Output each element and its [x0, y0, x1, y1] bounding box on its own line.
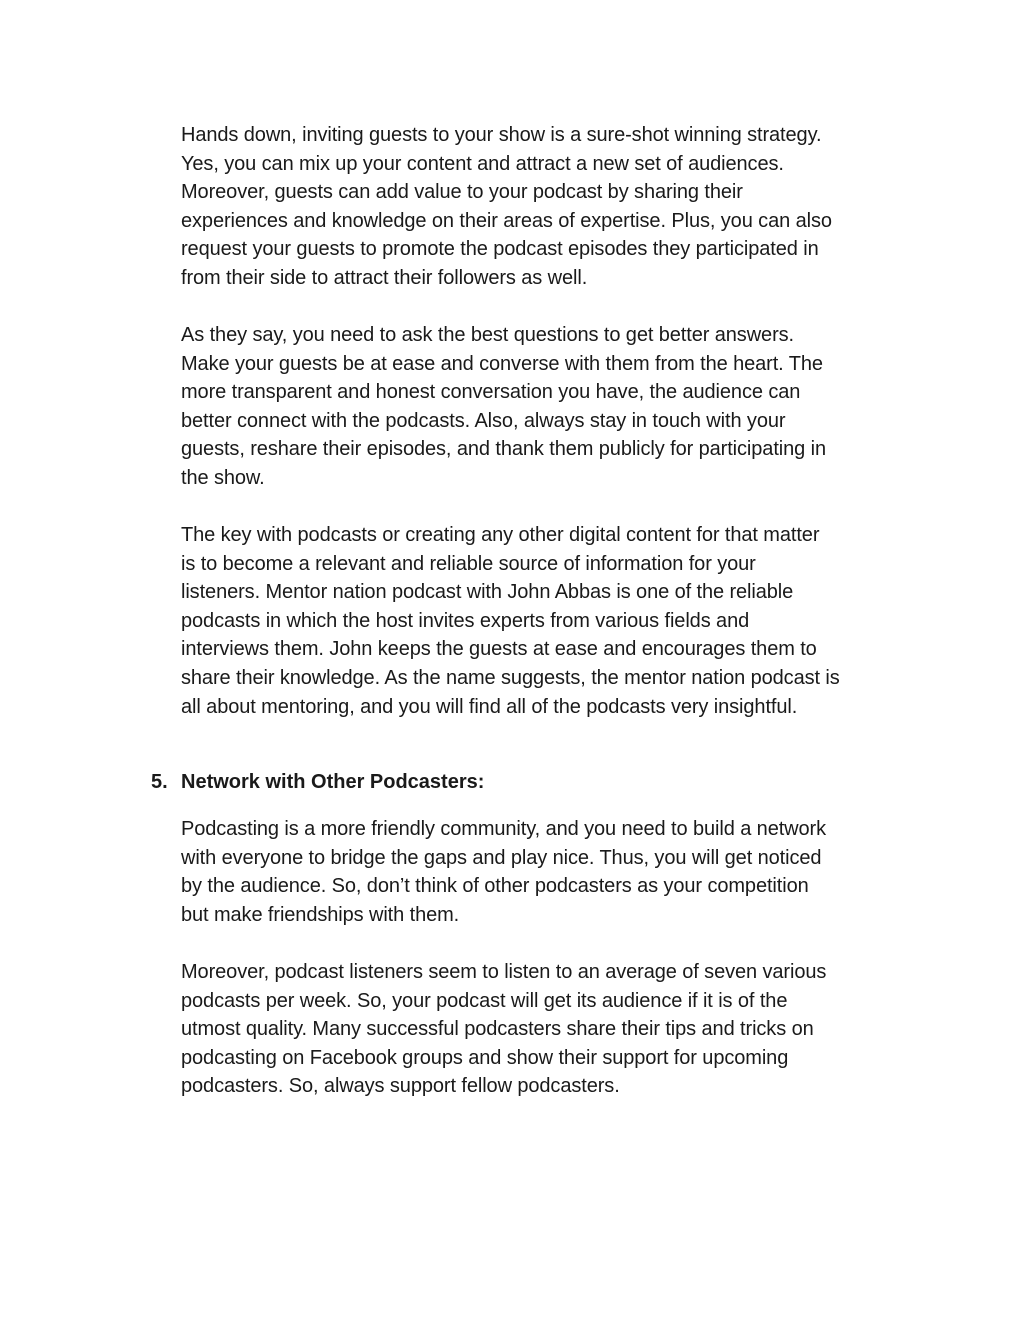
paragraph-guests-strategy [181, 121, 921, 293]
paragraph-support-podcasters [181, 958, 921, 1101]
section-number: 5. [151, 771, 168, 793]
text-line: As they say, you need to ask the best questions to get better answers. [181, 324, 794, 346]
paragraph-reliable-source [181, 521, 921, 721]
text-line: Make your guests be at ease and converse with them from the heart. The [181, 352, 823, 375]
text-line: podcasts per week. So, your podcast will get its audience if it is of the [181, 989, 788, 1012]
paragraph-best-questions [181, 321, 921, 493]
text-line: by the audience. So, don’t think of other podcasters as your competition [181, 875, 809, 898]
text-line: experiences and knowledge on their areas of expertise. Plus, you can also [181, 209, 832, 232]
text-line: interviews them. John keeps the guests at ease and encourages them to [181, 638, 817, 661]
text-line: Moreover, podcast listeners seem to listen to an average of seven various [181, 961, 827, 983]
text-line: but make friendships with them. [181, 903, 460, 926]
text-line: from their side to attract their followers as well. [181, 266, 588, 289]
text-line: guests, reshare their episodes, and thank them publicly for participating in [181, 438, 826, 461]
text-line: Podcasting is a more friendly community, and you need to build a network [181, 818, 826, 840]
text-line: request your guests to promote the podcast episodes they participated in [181, 238, 819, 261]
text-line: The key with podcasts or creating any other digital content for that matter [181, 524, 820, 546]
text-line: Yes, you can mix up your content and attract a new set of audiences. [181, 152, 784, 175]
text-line: share their knowledge. As the name suggests, the mentor nation podcast is [181, 666, 840, 689]
section-title: Network with Other Podcasters: [181, 771, 485, 793]
text-line: Moreover, guests can add value to your podcast by sharing their [181, 181, 743, 204]
text-line: podcasting on Facebook groups and show their support for upcoming [181, 1046, 789, 1069]
text-line: podcasts in which the host invites experts from various fields and [181, 609, 750, 632]
paragraph-friendly-community [181, 815, 921, 929]
section-heading [151, 768, 484, 796]
text-line: utmost quality. Many successful podcasters share their tips and tricks on [181, 1018, 814, 1041]
text-line: the show. [181, 466, 265, 489]
text-line: listeners. Mentor nation podcast with John Abbas is one of the reliable [181, 581, 794, 604]
text-line: with everyone to bridge the gaps and play nice. Thus, you will get noticed [181, 846, 822, 869]
text-line: is to become a relevant and reliable source of information for your [181, 552, 756, 575]
text-line: more transparent and honest conversation you have, the audience can [181, 381, 801, 404]
text-line: podcasters. So, always support fellow podcasters. [181, 1075, 620, 1098]
text-line: all about mentoring, and you will find all of the podcasts very insightful. [181, 695, 798, 718]
text-line: Hands down, inviting guests to your show is a sure-shot winning strategy. [181, 124, 822, 146]
text-line: better connect with the podcasts. Also, always stay in touch with your [181, 409, 786, 432]
